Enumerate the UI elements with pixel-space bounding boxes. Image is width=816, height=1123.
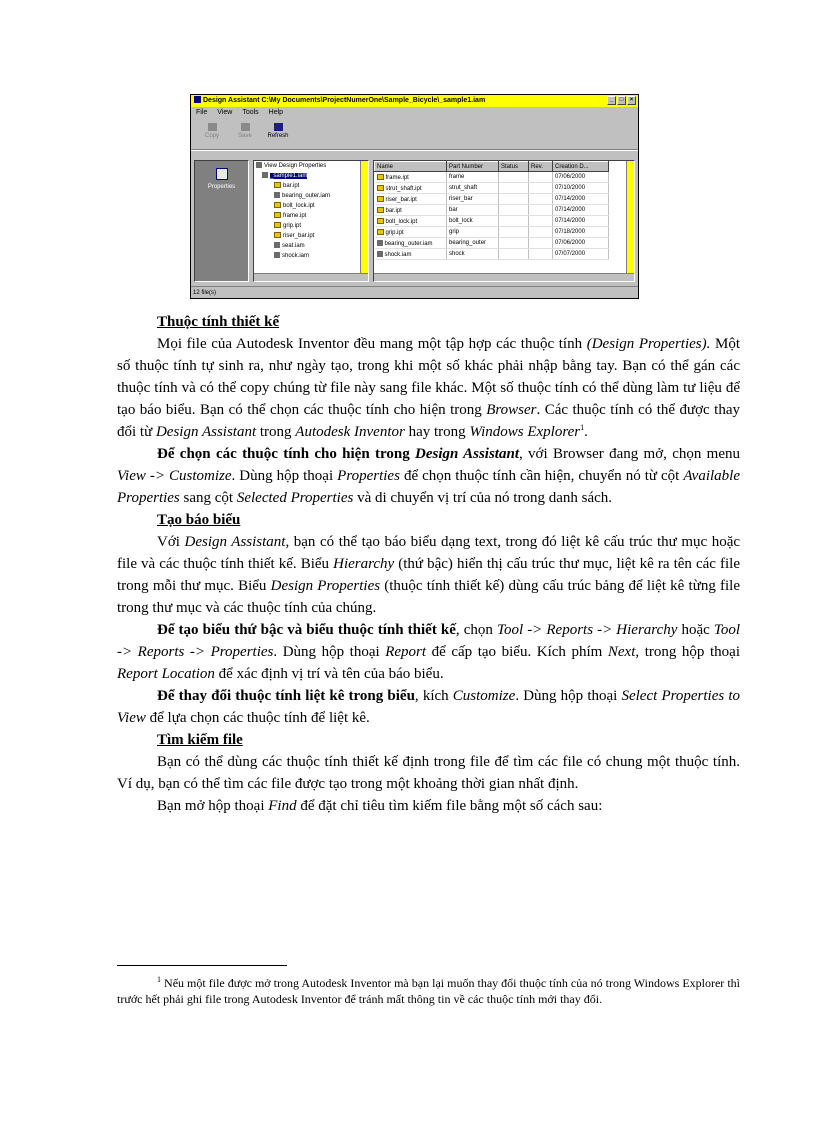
status-bar: 12 file(s)	[191, 286, 638, 298]
tree-item[interactable]: shock.iam	[254, 251, 368, 261]
footnote-reference[interactable]: 1	[580, 423, 585, 432]
tree-item[interactable]: _sample1.iam	[254, 171, 368, 181]
table-row[interactable]	[375, 249, 609, 260]
status-cell	[499, 205, 529, 216]
folder-icon	[377, 185, 384, 191]
folder-icon	[274, 232, 281, 238]
list-horizontal-scrollbar[interactable]	[374, 273, 634, 281]
file-name-cell: grip.ipt	[375, 227, 447, 238]
tree-vertical-scrollbar[interactable]	[360, 161, 368, 281]
folder-icon	[274, 182, 281, 188]
paragraph: Bạn mở hộp thoại Find để đặt chỉ tiêu tìm kiếm file bằng một số cách sau:	[157, 798, 603, 814]
menu-view[interactable]: View	[217, 109, 233, 116]
tree-item[interactable]: riser_bar.ipt	[254, 231, 368, 241]
document-body	[117, 311, 740, 817]
tree-item[interactable]: grip.ipt	[254, 221, 368, 231]
file-name-cell: shock.iam	[375, 249, 447, 260]
rev-cell	[529, 172, 553, 183]
folder-icon	[377, 218, 384, 224]
close-button[interactable]: ×	[627, 96, 636, 105]
app-icon	[194, 96, 201, 103]
folder-icon	[377, 174, 384, 180]
properties-label[interactable]: Properties	[207, 184, 236, 190]
column-header-status[interactable]: Status	[499, 162, 529, 172]
rev-cell	[529, 216, 553, 227]
gear-icon	[377, 240, 383, 246]
creation-date-cell: 07/14/2000	[553, 194, 609, 205]
paragraph: Mọi file của Autodesk Inventor đều mang một tập hợp các thuộc tính (Design Properties). Một số thuộc tính tự sinh ra, như ngày tạo, trong khi một số khác phải nhập bằng tay. Bạn có thể gán các thuộc tính và có thể copy chúng từ file này sang file khác. Một số thuộc tính có thể dùng làm tư liệu để tạo báo biểu. Bạn có thể chọn các thuộc tính cho hiện trong Browser. Các thuộc tính có thể được thay đổi từ Design Assistant trong Autodesk Inventor hay trong Windows Explorer$^1$.	[117, 336, 741, 440]
file-name-cell: bolt_lock.ipt	[375, 216, 447, 227]
refresh-button[interactable]	[263, 120, 293, 148]
gear-icon	[377, 251, 383, 257]
paragraph: Để thay đổi thuộc tính liệt kê trong biểu, kích Customize. Dùng hộp thoại Select Properties to View để lựa chọn các thuộc tính để liệt kê.	[117, 688, 741, 726]
properties-icon[interactable]	[216, 168, 228, 180]
section-heading: Tạo báo biểu	[157, 512, 241, 528]
menu-file[interactable]: File	[196, 109, 208, 116]
column-header-part-number[interactable]: Part Number	[447, 162, 499, 172]
column-header-rev[interactable]: Rev.	[529, 162, 553, 172]
refresh-label: Refresh	[267, 133, 289, 139]
file-name-cell: riser_bar.ipt	[375, 194, 447, 205]
creation-date-cell: 07/14/2000	[553, 205, 609, 216]
list-vertical-scrollbar[interactable]	[626, 161, 634, 281]
save-label: Save	[238, 133, 252, 139]
tree-item[interactable]: seat.iam	[254, 241, 368, 251]
file-list	[373, 160, 635, 282]
footnote-text: Nếu một file được mở trong Autodesk Inventor mà bạn lại muốn thay đổi thuộc tính của nó trong Windows Explorer thì trước hết phải ghi file trong Autodesk Inventor để tránh mất thông tin về các thuộc tính mới thay đổi.	[117, 976, 740, 1006]
table-row[interactable]	[375, 227, 609, 238]
folder-icon	[377, 207, 384, 213]
copy-button[interactable]	[197, 120, 227, 148]
tree-item[interactable]: frame.ipt	[254, 211, 368, 221]
creation-date-cell: 07/14/2000	[553, 216, 609, 227]
maximize-button[interactable]: □	[617, 96, 626, 105]
folder-icon	[377, 196, 384, 202]
table-row[interactable]	[375, 205, 609, 216]
menu-help[interactable]: Help	[268, 109, 284, 116]
status-cell	[499, 238, 529, 249]
status-cell	[499, 183, 529, 194]
part-number-cell: bearing_outer	[447, 238, 499, 249]
file-name-cell: bearing_outer.iam	[375, 238, 447, 249]
minimize-button[interactable]: _	[607, 96, 616, 105]
status-cell	[499, 216, 529, 227]
footnote-divider	[117, 965, 287, 966]
window-title: Design Assistant C:\My Documents\ProjectNumerOne\Sample_Bicycle\_sample1.iam	[203, 97, 486, 104]
table-row[interactable]	[375, 238, 609, 249]
column-header-creation-date[interactable]: Creation D...	[553, 162, 609, 172]
shortcut-pane	[194, 160, 249, 282]
tree-item[interactable]: bolt_lock.ipt	[254, 201, 368, 211]
tree-horizontal-scrollbar[interactable]	[254, 273, 368, 281]
folder-icon	[274, 212, 281, 218]
design-assistant-screenshot	[190, 94, 639, 299]
part-number-cell: frame	[447, 172, 499, 183]
status-cell	[499, 249, 529, 260]
part-number-cell: grip	[447, 227, 499, 238]
part-number-cell: riser_bar	[447, 194, 499, 205]
menubar	[191, 108, 283, 118]
part-number-cell: strut_shaft	[447, 183, 499, 194]
toolbar	[191, 120, 293, 148]
rev-cell	[529, 194, 553, 205]
section-heading: Thuộc tính thiết kế	[157, 314, 280, 330]
status-cell	[499, 227, 529, 238]
footnote	[117, 975, 740, 1007]
list-header-row	[375, 162, 609, 172]
tree-item[interactable]: bar.ipt	[254, 181, 368, 191]
creation-date-cell: 07/06/2000	[553, 238, 609, 249]
part-number-cell: bolt_lock	[447, 216, 499, 227]
save-button[interactable]	[230, 120, 260, 148]
tree-item[interactable]: bearing_outer.iam	[254, 191, 368, 201]
rev-cell	[529, 249, 553, 260]
folder-tree	[253, 160, 369, 282]
menu-tools[interactable]: Tools	[242, 109, 259, 116]
window-titlebar	[191, 95, 638, 107]
copy-label: Copy	[204, 133, 219, 139]
paragraph: Để tạo biểu thứ bậc và biểu thuộc tính thiết kế, chọn Tool -> Reports -> Hierarchy hoặc Tool -> Reports -> Properties. Dùng hộp thoại Report để cấp tạo biểu. Kích phím Next, trong hộp thoại Report Location để xác định vị trí và tên của báo biểu.	[117, 622, 741, 682]
part-number-cell: bar	[447, 205, 499, 216]
file-name-cell: bar.ipt	[375, 205, 447, 216]
tree-item[interactable]: View Design Properties	[254, 161, 368, 171]
part-number-cell: shock	[447, 249, 499, 260]
paragraph: Bạn có thể dùng các thuộc tính thiết kế định trong file để tìm các file có chung một thuộc tính. Ví dụ, bạn có thể tìm các file được tạo trong một khoảng thời gian nhất định.	[117, 754, 740, 792]
gear-icon	[262, 172, 268, 178]
status-cell	[499, 172, 529, 183]
copy-icon	[208, 123, 217, 131]
toolbar-divider	[191, 149, 638, 151]
gear-icon	[256, 162, 262, 168]
gear-icon	[274, 192, 280, 198]
table-row[interactable]	[375, 183, 609, 194]
creation-date-cell: 07/18/2000	[553, 227, 609, 238]
rev-cell	[529, 183, 553, 194]
table-row[interactable]	[375, 194, 609, 205]
folder-icon	[377, 229, 384, 235]
folder-icon	[274, 222, 281, 228]
rev-cell	[529, 227, 553, 238]
folder-icon	[274, 202, 281, 208]
paragraph: Với Design Assistant, bạn có thể tạo báo biểu dạng text, trong đó liệt kê cấu trúc thư mục hoặc file và các thuộc tính thiết kế. Biểu Hierarchy (thứ bậc) hiển thị cấu trúc thư mục, liệt kê ra tên các file trong mỗi thư mục. Biểu Design Properties (thuộc tính thiết kế) dùng cấu trúc bảng để liệt kê từng file trong thư mục và các thuộc tính của chúng.	[117, 534, 741, 616]
rev-cell	[529, 205, 553, 216]
table-row[interactable]	[375, 172, 609, 183]
status-cell	[499, 194, 529, 205]
creation-date-cell: 07/07/2000	[553, 249, 609, 260]
paragraph: Để chọn các thuộc tính cho hiện trong Design Assistant, với Browser đang mở, chọn menu View -> Customize. Dùng hộp thoại Properties để chọn thuộc tính cần hiện, chuyển nó từ cột Available Properties sang cột Selected Properties và di chuyển vị trí của nó trong danh sách.	[117, 446, 740, 506]
gear-icon	[274, 242, 280, 248]
gear-icon	[274, 252, 280, 258]
file-name-cell: strut_shaft.ipt	[375, 183, 447, 194]
file-name-cell: frame.ipt	[375, 172, 447, 183]
refresh-icon	[274, 123, 283, 131]
rev-cell	[529, 238, 553, 249]
creation-date-cell: 07/10/2000	[553, 183, 609, 194]
column-header-name[interactable]: Name	[375, 162, 447, 172]
table-row[interactable]	[375, 216, 609, 227]
save-icon	[241, 123, 250, 131]
section-heading: Tìm kiếm file	[157, 732, 243, 748]
footnote-mark: 1	[157, 975, 161, 984]
creation-date-cell: 07/06/2000	[553, 172, 609, 183]
